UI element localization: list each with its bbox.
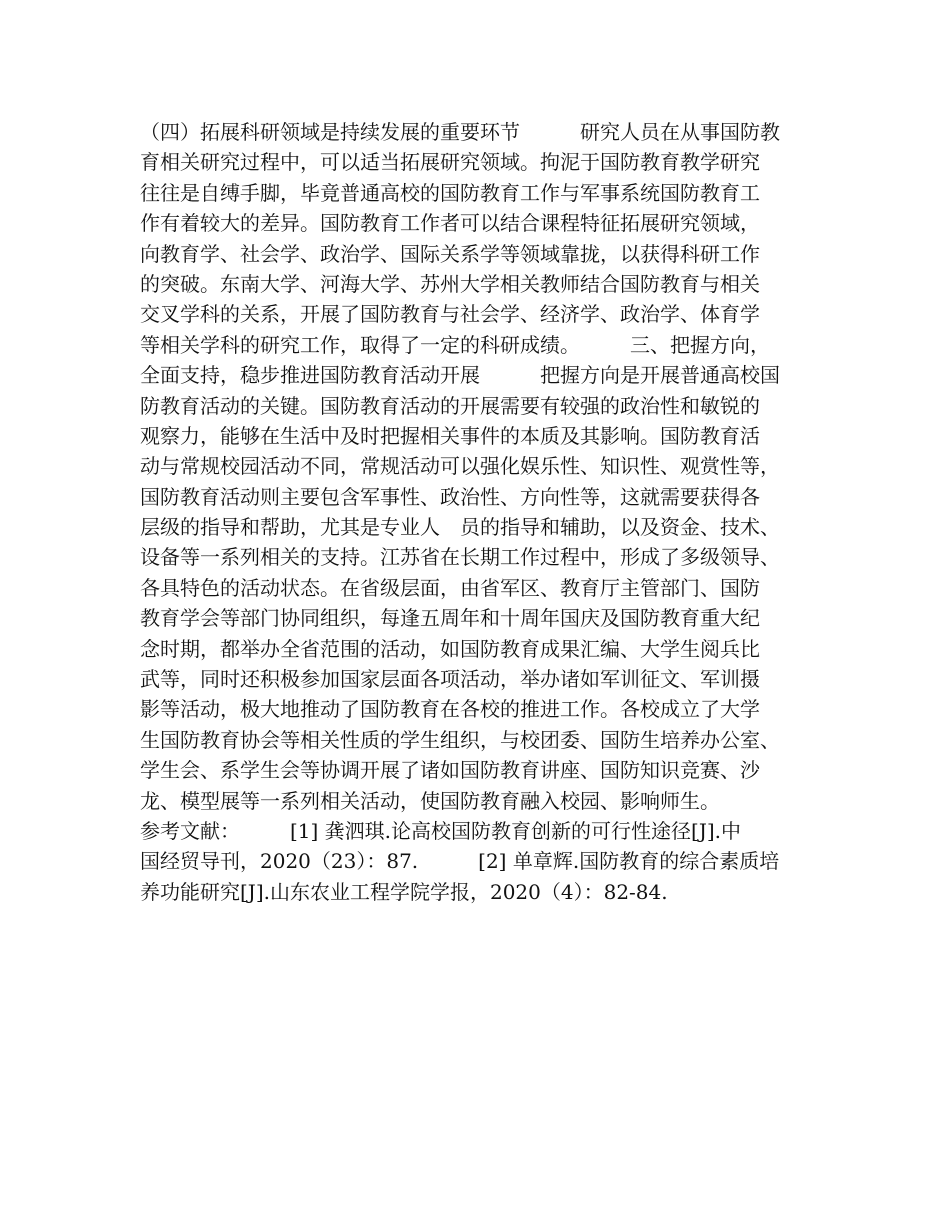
text-line: 国防教育活动则主要包含军事性、政治性、方向性等，这就需要获得各 (140, 484, 760, 509)
text-line: 全面支持，稳步推进国防教育活动开展 把握方向是开展普通高校国 (140, 363, 780, 388)
text-line: 等相关学科的研究工作，取得了一定的科研成绩。 三、把握方向， (140, 332, 770, 357)
text-line: 的突破。东南大学、河海大学、苏州大学相关教师结合国防教育与相关 (140, 271, 760, 296)
text-line: 学生会、系学生会等协调开展了诸如国防教育讲座、国防知识竞赛、沙 (140, 758, 760, 783)
text-line: 念时期，都举办全省范围的活动，如国防教育成果汇编、大学生阅兵比 (140, 636, 760, 661)
text-line: 交叉学科的关系，开展了国防教育与社会学、经济学、政治学、体育学 (140, 302, 760, 327)
text-line: 防教育活动的关键。国防教育活动的开展需要有较强的政治性和敏锐的 (140, 393, 760, 418)
text-line: 龙、模型展等一系列相关活动，使国防教育融入校园、影响师生。 (140, 788, 720, 813)
text-line: 动与常规校园活动不同，常规活动可以强化娱乐性、知识性、观赏性等， (140, 454, 780, 479)
references-line: 参考文献： [1] 龚泗琪.论高校国防教育创新的可行性途径[J].中 (140, 818, 742, 843)
text-line: 层级的指导和帮助，尤其是专业人 员的指导和辅助，以及资金、技术、 (140, 515, 780, 540)
references-line: 养功能研究[J].山东农业工程学院学报，2020（4）：82-84. (140, 879, 668, 904)
body-text (140, 117, 840, 907)
text-line: 往往是自缚手脚，毕竟普通高校的国防教育工作与军事系统国防教育工 (140, 180, 760, 205)
text-line: 武等，同时还积极参加国家层面各项活动，举办诸如军训征文、军训摄 (140, 667, 760, 692)
text-line: 教育学会等部门协同组织，每逢五周年和十周年国庆及国防教育重大纪 (140, 606, 760, 631)
text-line: 设备等一系列相关的支持。江苏省在长期工作过程中，形成了多级领导、 (140, 545, 780, 570)
references-line: 国经贸导刊，2020（23）：87. [2] 单章辉.国防教育的综合素质培 (140, 849, 780, 874)
text-line: 育相关研究过程中，可以适当拓展研究领域。拘泥于国防教育教学研究 (140, 150, 760, 175)
text-line: 作有着较大的差异。国防教育工作者可以结合课程特征拓展研究领域， (140, 211, 760, 236)
text-line: 观察力，能够在生活中及时把握相关事件的本质及其影响。国防教育活 (140, 423, 760, 448)
text-line: 向教育学、社会学、政治学、国际关系学等领域靠拢，以获得科研工作 (140, 241, 760, 266)
text-line: 生国防教育协会等相关性质的学生组织，与校团委、国防生培养办公室、 (140, 727, 780, 752)
text-line: （四）拓展科研领域是持续发展的重要环节 研究人员在从事国防教 (140, 120, 780, 144)
text-line: 影等活动，极大地推动了国防教育在各校的推进工作。各校成立了大学 (140, 697, 760, 722)
text-line: 各具特色的活动状态。在省级层面，由省军区、教育厅主管部门、国防 (140, 575, 760, 600)
